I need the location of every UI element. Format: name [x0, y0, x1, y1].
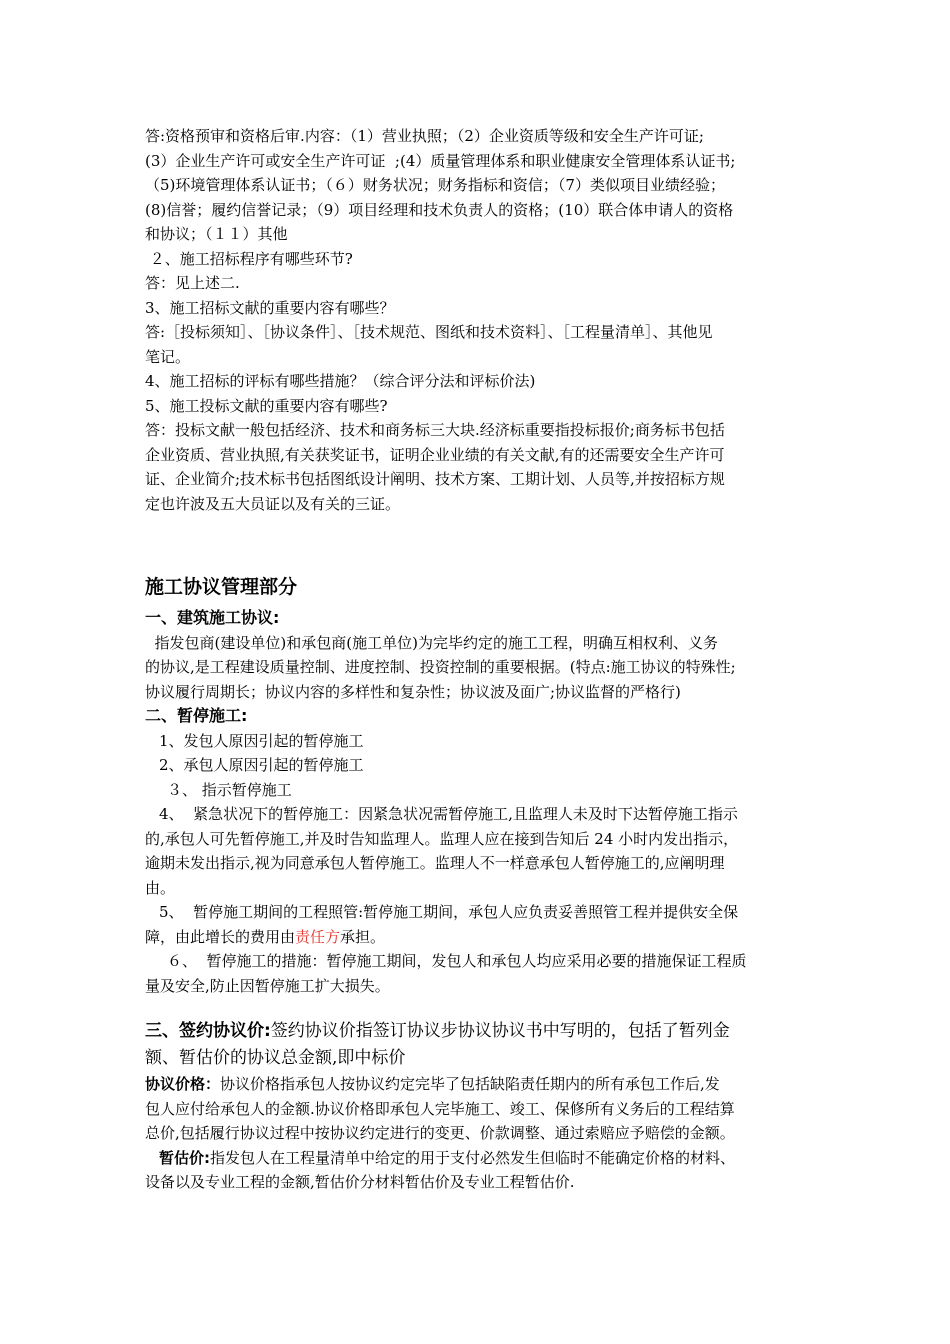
section-title: 施工协议管理部分: [145, 576, 298, 598]
answer-line: （5)环境管理体系认证书；（６）财务状况；财务指标和资信；（7）类似项目业绩经验；: [145, 176, 725, 194]
contract-price-line: [145, 1018, 815, 1045]
term-label: 暂估价:: [159, 1148, 210, 1167]
paragraph-line: [145, 1146, 815, 1171]
question-5: 5、施工投标文献的重要内容有哪些?: [145, 396, 388, 415]
heading-construction-contract: 一、建筑施工协议:: [145, 608, 280, 627]
list-item: ３、 指示暂停施工: [167, 780, 292, 799]
highlight-text: 责任方: [295, 927, 341, 946]
paragraph-line: 总价,包括履行协议过程中按协议约定进行的变更、价款调整、通过索赔应予赔偿的金额。: [145, 1124, 735, 1142]
answer-3-line: 答:［投标须知］、［协议条件］、［技术规范、图纸和技术资料］、［工程量清单］、其他见: [145, 323, 713, 341]
answer-line: (8)信誉；履约信誉记录；（9）项目经理和技术负责人的资格；(10）联合体申请人的资格: [145, 200, 734, 219]
paragraph-line: 量及安全,防止因暂停施工扩大损失。: [145, 976, 390, 995]
answer-2: 答：见上述二.: [145, 274, 240, 292]
list-item: 2、承包人原因引起的暂停施工: [159, 756, 364, 774]
paragraph-line: 逾期未发出指示,视为同意承包人暂停施工。监理人不一样意承包人暂停施工的,应阐明理: [145, 854, 725, 872]
question-4: 4、施工招标的评标有哪些措施？（综合评分法和评标价法): [145, 372, 536, 390]
heading-suspension: 二、暂停施工:: [145, 706, 248, 725]
list-item: 1、发包人原因引起的暂停施工: [159, 731, 364, 750]
list-item: 4、 紧急状况下的暂停施工：因紧急状况需暂停施工,且监理人未及时下达暂停施工指示: [159, 805, 738, 823]
paragraph-line: [145, 1072, 815, 1097]
answer-line: (3）企业生产许可或安全生产许可证 ;(4）质量管理体系和职业健康安全管理体系认证书;: [145, 151, 736, 170]
spacer: [145, 516, 815, 572]
list-item: ６、 暂停施工的措施：暂停施工期间，发包人和承包人均应采用必要的措施保证工程质: [167, 952, 747, 970]
text-span: 签约协议价指签订协议步协议协议书中写明的，包括了暂列金: [270, 1021, 730, 1041]
list-item: 5、 暂停施工期间的工程照管:暂停施工期间，承包人应负责妥善照管工程并提供安全保: [159, 903, 739, 921]
text-span: 承担。: [340, 927, 386, 946]
paragraph-line: 包人应付给承包人的金额.协议价格即承包人完毕施工、竣工、保修所有义务后的工程结算: [145, 1099, 735, 1118]
question-3: 3、施工招标文献的重要内容有哪些？: [145, 298, 395, 317]
term-label: 协议价格：: [145, 1075, 221, 1093]
answer-5-line: 定也许波及五大员证以及有关的三证。: [145, 494, 401, 513]
paragraph-line: [145, 925, 815, 950]
answer-line: 答:资格预审和资格后审.内容：（1）营业执照；（2）企业资质等级和安全生产许可证;: [145, 127, 704, 145]
answer-line: 和协议；（１１）其他: [145, 225, 288, 243]
heading-contract-price: 三、签约协议价:: [145, 1021, 271, 1041]
answer-5-line: 企业资质、营业执照,有关获奖证书，证明企业业绩的有关文献,有的还需要安全生产许可: [145, 445, 725, 464]
text-span: 障，由此增长的费用由: [145, 927, 296, 946]
answer-3-line: 笔记。: [145, 347, 191, 366]
paragraph-line: 由。: [145, 878, 176, 897]
paragraph-line: 的协议,是工程建设质量控制、进度控制、投资控制的重要根据。(特点:施工协议的特殊性;: [145, 658, 736, 676]
paragraph-line: 设备以及专业工程的金额,暂估价分材料暂估价及专业工程暂估价.: [145, 1173, 575, 1191]
answer-5-line: 答：投标文献一般包括经济、技术和商务标三大块.经济标重要指投标报价;商务标书包括: [145, 421, 725, 439]
paragraph-line: 指发包商(建设单位)和承包商(施工单位)为完毕约定的施工工程，明确互相权利、义务: [145, 633, 718, 652]
answer-5-line: 证、企业简介;技术标书包括图纸设计阐明、技术方案、工期计划、人员等,并按招标方规: [145, 470, 725, 488]
text-span: 协议价格指承包人按协议约定完毕了包括缺陷责任期内的所有承包工作后,发: [220, 1075, 720, 1093]
question-2: ２、施工招标程序有哪些环节?: [145, 249, 353, 268]
spacer: [145, 998, 815, 1018]
text-span: 指发包人在工程量清单中给定的用于支付必然发生但临时不能确定价格的材料、: [210, 1148, 736, 1167]
paragraph-line: 协议履行周期长；协议内容的多样性和复杂性；协议波及面广;协议监督的严格行): [145, 682, 681, 701]
contract-price-line: 额、暂估价的协议总金额,即中标价: [145, 1048, 406, 1068]
document-page: [145, 124, 815, 1195]
paragraph-line: 的,承包人可先暂停施工,并及时告知监理人。监理人应在接到告知后 24 小时内发出指示，: [145, 829, 739, 848]
